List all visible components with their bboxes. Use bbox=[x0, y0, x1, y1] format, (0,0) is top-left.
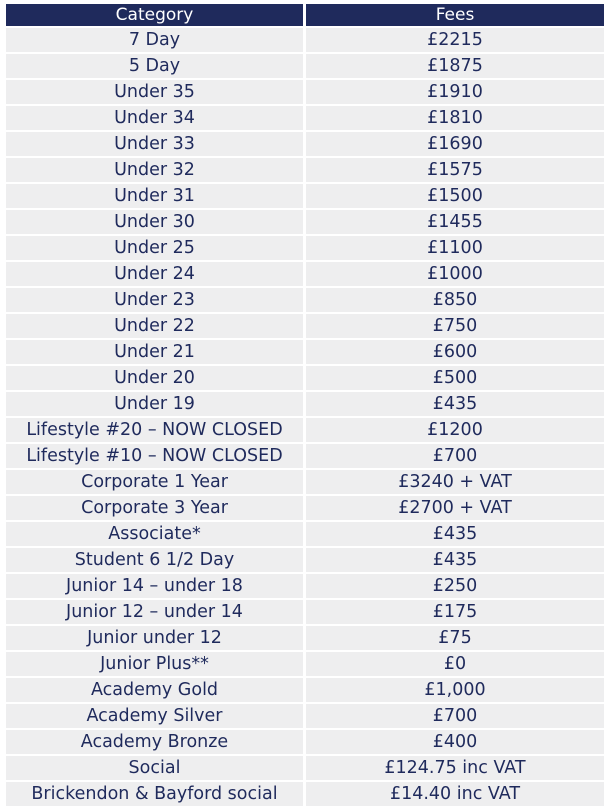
table-row bbox=[6, 106, 604, 130]
table-row bbox=[6, 730, 604, 754]
table-row bbox=[6, 704, 604, 728]
table-row bbox=[6, 522, 604, 546]
category-cell: Under 20 bbox=[6, 366, 303, 390]
table-row bbox=[6, 236, 604, 260]
fee-cell: £700 bbox=[306, 704, 604, 728]
fee-cell: £124.75 inc VAT bbox=[306, 756, 604, 780]
table-row bbox=[6, 470, 604, 494]
fee-cell: £700 bbox=[306, 444, 604, 468]
category-cell: 7 Day bbox=[6, 28, 303, 52]
table-row bbox=[6, 80, 604, 104]
fee-cell: £1455 bbox=[306, 210, 604, 234]
category-cell: Under 33 bbox=[6, 132, 303, 156]
category-cell: Academy Bronze bbox=[6, 730, 303, 754]
category-cell: Under 19 bbox=[6, 392, 303, 416]
fee-cell: £14.40 inc VAT bbox=[306, 782, 604, 806]
table-row bbox=[6, 54, 604, 78]
column-header-category: Category bbox=[6, 4, 303, 26]
table-header-row bbox=[6, 4, 604, 26]
table-row bbox=[6, 184, 604, 208]
category-cell: Academy Gold bbox=[6, 678, 303, 702]
column-header-fees: Fees bbox=[306, 4, 604, 26]
fee-cell: £3240 + VAT bbox=[306, 470, 604, 494]
table-row bbox=[6, 158, 604, 182]
category-cell: Under 30 bbox=[6, 210, 303, 234]
category-cell: Student 6 1/2 Day bbox=[6, 548, 303, 572]
fee-cell: £435 bbox=[306, 392, 604, 416]
category-cell: Junior 14 – under 18 bbox=[6, 574, 303, 598]
fee-cell: £175 bbox=[306, 600, 604, 624]
table-row bbox=[6, 366, 604, 390]
fee-cell: £1875 bbox=[306, 54, 604, 78]
category-cell: Corporate 3 Year bbox=[6, 496, 303, 520]
fee-cell: £1810 bbox=[306, 106, 604, 130]
category-cell: Brickendon & Bayford social bbox=[6, 782, 303, 806]
category-cell: Under 32 bbox=[6, 158, 303, 182]
fee-cell: £750 bbox=[306, 314, 604, 338]
fee-cell: £500 bbox=[306, 366, 604, 390]
table-row bbox=[6, 756, 604, 780]
table-row bbox=[6, 28, 604, 52]
table-row bbox=[6, 418, 604, 442]
category-cell: Lifestyle #10 – NOW CLOSED bbox=[6, 444, 303, 468]
fee-cell: £1910 bbox=[306, 80, 604, 104]
fee-cell: £400 bbox=[306, 730, 604, 754]
category-cell: Under 24 bbox=[6, 262, 303, 286]
table-body bbox=[6, 28, 604, 806]
category-cell: Under 34 bbox=[6, 106, 303, 130]
table-row bbox=[6, 132, 604, 156]
category-cell: Under 31 bbox=[6, 184, 303, 208]
fee-cell: £850 bbox=[306, 288, 604, 312]
table-row bbox=[6, 574, 604, 598]
table-row bbox=[6, 392, 604, 416]
category-cell: Under 21 bbox=[6, 340, 303, 364]
fee-cell: £75 bbox=[306, 626, 604, 650]
fee-cell: £1,000 bbox=[306, 678, 604, 702]
fees-table bbox=[3, 2, 607, 808]
category-cell: Under 25 bbox=[6, 236, 303, 260]
fee-cell: £435 bbox=[306, 548, 604, 572]
fee-cell: £435 bbox=[306, 522, 604, 546]
category-cell: 5 Day bbox=[6, 54, 303, 78]
table-row bbox=[6, 782, 604, 806]
fee-cell: £1500 bbox=[306, 184, 604, 208]
category-cell: Lifestyle #20 – NOW CLOSED bbox=[6, 418, 303, 442]
fee-cell: £1690 bbox=[306, 132, 604, 156]
category-cell: Associate* bbox=[6, 522, 303, 546]
category-cell: Academy Silver bbox=[6, 704, 303, 728]
table-row bbox=[6, 652, 604, 676]
table-row bbox=[6, 600, 604, 624]
table-row bbox=[6, 678, 604, 702]
table-row bbox=[6, 288, 604, 312]
table-row bbox=[6, 548, 604, 572]
fee-cell: £1575 bbox=[306, 158, 604, 182]
category-cell: Under 35 bbox=[6, 80, 303, 104]
category-cell: Under 22 bbox=[6, 314, 303, 338]
table-row bbox=[6, 210, 604, 234]
table-row bbox=[6, 444, 604, 468]
category-cell: Social bbox=[6, 756, 303, 780]
table-row bbox=[6, 262, 604, 286]
category-cell: Junior Plus** bbox=[6, 652, 303, 676]
table-row bbox=[6, 626, 604, 650]
table-row bbox=[6, 340, 604, 364]
category-cell: Under 23 bbox=[6, 288, 303, 312]
table-row bbox=[6, 314, 604, 338]
category-cell: Junior under 12 bbox=[6, 626, 303, 650]
fee-cell: £0 bbox=[306, 652, 604, 676]
category-cell: Corporate 1 Year bbox=[6, 470, 303, 494]
fee-cell: £2700 + VAT bbox=[306, 496, 604, 520]
fee-cell: £1100 bbox=[306, 236, 604, 260]
fee-cell: £600 bbox=[306, 340, 604, 364]
fee-cell: £250 bbox=[306, 574, 604, 598]
category-cell: Junior 12 – under 14 bbox=[6, 600, 303, 624]
fee-cell: £1000 bbox=[306, 262, 604, 286]
table-row bbox=[6, 496, 604, 520]
fee-cell: £2215 bbox=[306, 28, 604, 52]
fee-cell: £1200 bbox=[306, 418, 604, 442]
